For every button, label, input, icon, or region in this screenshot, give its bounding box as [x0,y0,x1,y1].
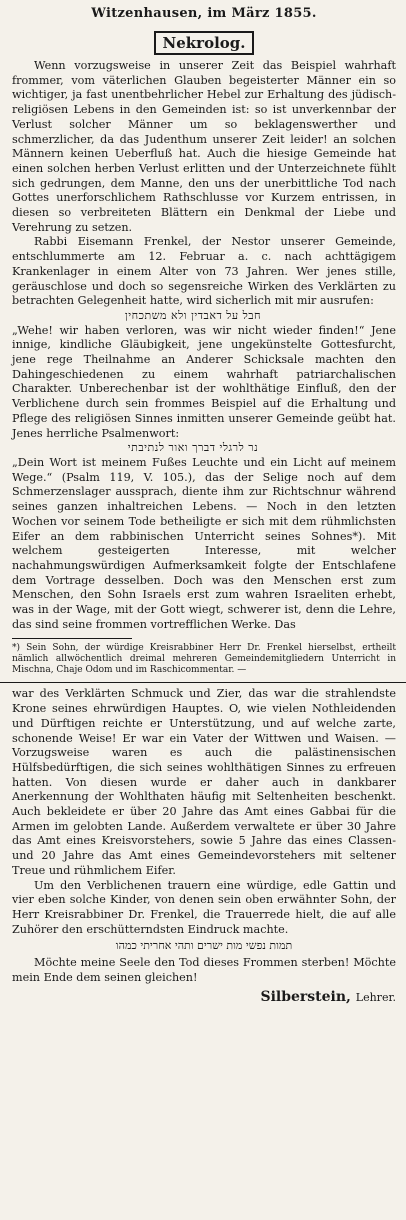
hebrew-quote-3: תמות נפשי מות ישרים ותהי אחריתי כמהו [115,939,293,953]
hebrew-quote-2: נר לרגלי דברך ואור לנתיבתי [127,441,259,455]
signature [12,989,396,1005]
article-body [12,59,396,632]
column-separator [0,682,406,683]
hebrew-quote-1: חבל על דאבדין ולא משתכחין [124,308,262,322]
paragraph-1: Wenn vorzugsweise in unserer Zeit das Beispiel wahrhaft frommer, vom väterlichen Glauben begeisterter Männer ein so wichtiger, ja fast unentbehrlicher Hebel zur Erhaltung des jüdisch-religiösen Lebens in den Gemeinden ist: so ist unverkennbar der Verlust solcher Männer um so beklagenswerther und schmerzlicher, da das Judenthum unserer Zeit leider! an solchen Männern keinen Ueberfluß hat. Auch die hiesige Gemeinde hat einen solchen herben Verlust erlitten und der Unterzeichnete fühlt sich gedrungen, dem Manne, den uns der unerbittliche Tod nach Gottes unerforschlichem Rathschlusse vor Kurzem entrissen, in diesen so verbreiteten Blättern ein Denkmal der Liebe und Verehrung zu setzen. [12,59,396,234]
paragraph-4: Um den Verblichenen trauern eine würdige, edle Gattin und vier eben solche Kinder, von denen sein oben erwähnter Sohn, der Herr Kreisrabbiner Dr. Frenkel, die Trauerrede hielt, die auf alle Zuhörer den erschütterndsten Eindruck machte. [12,878,396,936]
footnote: *) Sein Sohn, der würdige Kreisrabbiner Herr Dr. Frenkel hierselbst, ertheilt nämlich allwöchentlich dreimal mehreren Gemeindemitgliedern Unterricht in Mischna, Chaje Odom und im Raschicommentar. — [12,643,396,676]
signature-name: Silberstein, [260,989,351,1006]
footnote-separator [12,638,132,639]
article-body-continued [12,687,396,985]
paragraph-2-middle: „Wehe! wir haben verloren, was wir nicht wieder finden!“ Jene innige, kindliche Gläubigkeit, jene ungekünstelte Gottesfurcht, jene rege Theilnahme an Anderer Schicksale machten den Dahingeschiedenen zu einem wahrhaft patriarchalischen Charakter. Unberechenbar ist der wohlthätige Einfluß, den der Verblichene durch sein frommes Beispiel auf die Erhaltung und Pflege des religiösen Sinnes inmitten unserer Gemeinde geübt hat. Jenes herrliche Psalmenwort: [12,323,396,440]
closing-wish: Möchte meine Seele den Tod dieses Frommen sterben! Möchte mein Ende dem seinen gleichen! [12,956,396,984]
heading-wrap [12,31,396,55]
dateline: Witzenhausen, im März 1855. [91,6,317,21]
article-heading: Nekrolog. [154,31,255,55]
signature-role: Lehrer. [355,991,396,1005]
paragraph-3: war des Verklärten Schmuck und Zier, das war die strahlendste Krone seines ehrwürdigen Hauptes. O, wie vielen Nothleidenden und Dürftigen reichte er Unterstützung, und auf welche zarte, schonende Weise! Er war ein Vater der Wittwen und Waisen. — Vorzugsweise waren es auch die palästinensischen Hülfsbedürftigen, die sich seines wohlthätigen Sinnes zu erfreuen hatten. Von diesen wurde er daher auch in dankbarer Anerkennung der Wohlthaten häufig mit Seltenheiten beschenkt. Auch bekleidete er über 20 Jahre das Amt eines Gabbai für die Armen im gelobten Lande. Außerdem verwaltete er über 30 Jahre das Amt eines Kreisvorstehers, sowie 5 Jahre das eines Classen- und 20 Jahre das Amt eines Gemeindevorstehers mit seltener Treue und rühmlichem Eifer. [12,687,396,877]
paragraph-2-start: Rabbi Eisemann Frenkel, der Nestor unserer Gemeinde, entschlummerte am 12. Februar a. c. nach achttägigem Krankenlager in einem Alter von 73 Jahren. Wer jenes stille, geräuschlose und doch so segensreiche Wirken des Verklärten zu betrachten Gelegenheit hatte, wird sicherlich mit mir ausrufen: [12,235,396,308]
paragraph-2-end: „Dein Wort ist meinem Fußes Leuchte und ein Licht auf meinem Wege.“ (Psalm 119, V. 105.), das der Selige noch auf dem Schmerzenslager aussprach, dientе ihm zur Richtschnur während seines ganzen inhaltreichen Lebens. — Noch in den letzten Wochen vor seinem Tode betheiligte er sich mit dem rühmlichsten Eifer an dem rabbinischen Unterricht seines Sohnes*). Mit welchem gesteigerten Interesse, mit welcher nachahmungswürdigen Aufmerksamkeit folgte der Entschlafene dem Vortrage desselben. Doch was den Menschen erst zum Menschen, den Sohn Israels erst zum wahren Israeliten erhebt, was in der Wage, mit der Gott wiegt, schwerer ist, denn die Lehre, das sind seine frommen vortrefflichen Werke. Das [12,455,396,631]
paragraph-2 [12,235,396,632]
